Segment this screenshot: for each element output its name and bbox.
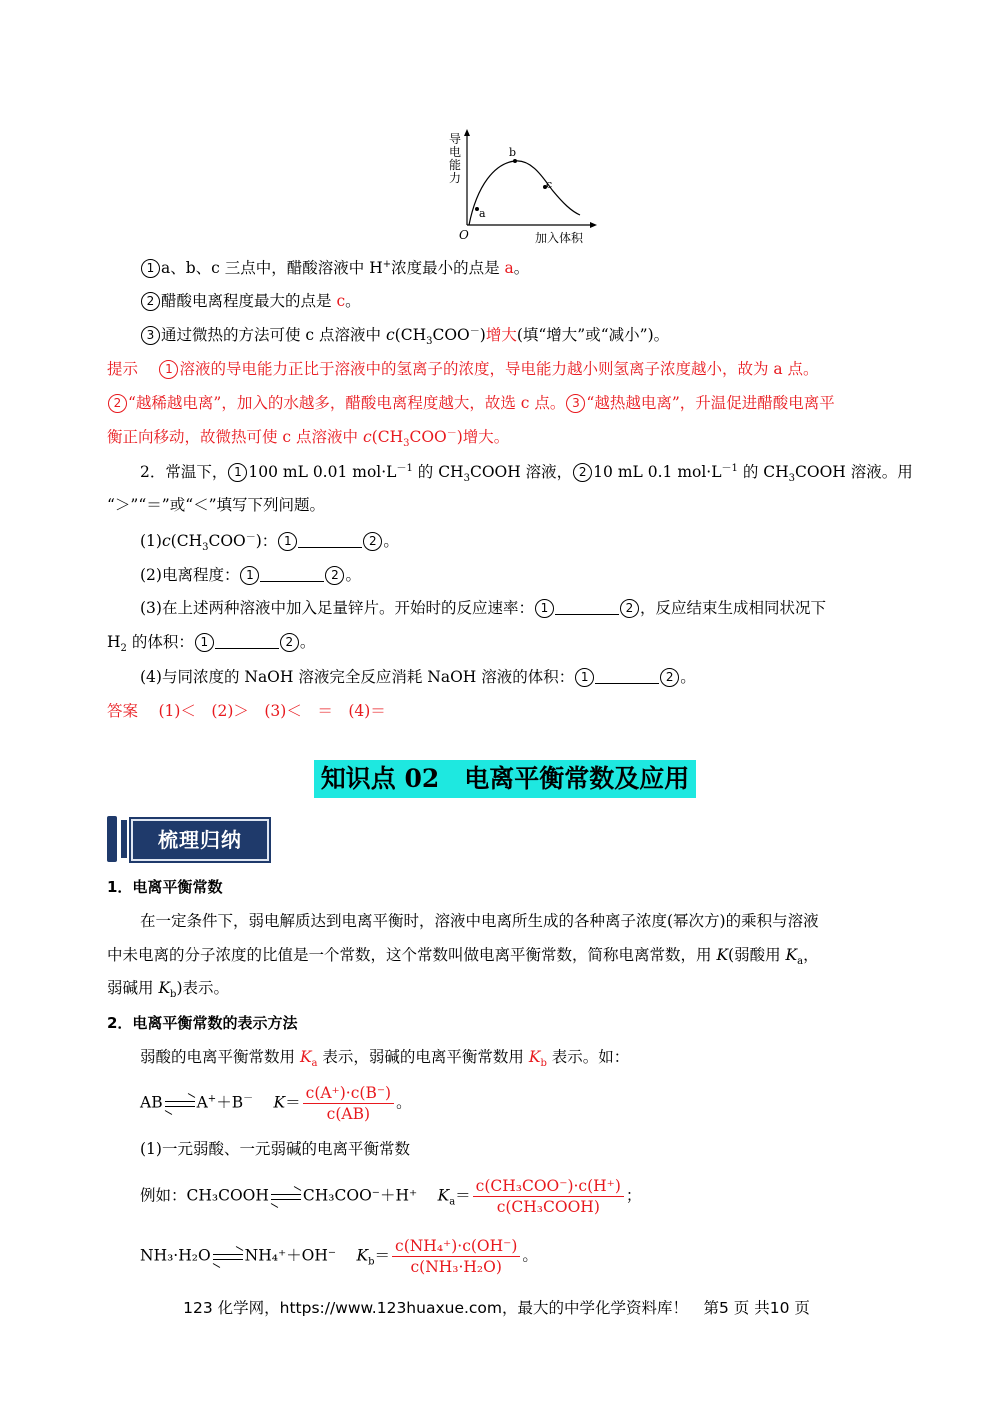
para-2: 弱酸的电离平衡常数用 $K_a$ 表示，弱碱的电离平衡常数用 $K_b$ 表示。如： xyxy=(140,1048,630,1070)
page-footer: 123 化学网，https://www.123huaxue.com，最大的中学化学资料库！ 第5 页 共10 页 xyxy=(183,1299,810,1317)
y-axis-label-4: 力 xyxy=(449,171,462,185)
hint-line-3: 衡正向移动，故微热可使 c 点溶液中 $c(CH_3COO^-)$增大。 xyxy=(107,427,510,450)
para-1-line-3: 弱碱用 $K_b$)表示。 xyxy=(107,979,229,1001)
heading-1: 1．电离平衡常数 xyxy=(107,878,223,896)
q2-sub-4: (4)与同浓度的 NaOH 溶液完全反应消耗 NaOH 溶液的体积： 1 2 。 xyxy=(140,668,696,686)
circled-2-icon: 2 xyxy=(141,292,160,311)
circled-1-icon: 1 xyxy=(141,259,160,278)
point-c-label: c xyxy=(546,178,553,191)
subheading-1: (1)一元弱酸、一元弱碱的电离平衡常数 xyxy=(140,1140,410,1158)
circled-3-icon: 3 xyxy=(141,326,160,345)
hint-line-2: 2 “越稀越电离”，加入的水越多，醋酸电离程度越大，故选 c 点。 3 “越热越电离”，升温促进醋酸电离平 xyxy=(107,392,835,414)
q1-line-3: 3 通过微热的方法可使 c 点溶液中 $c(CH_3COO^-)$增大(填“增大”或“减小”)。 xyxy=(140,324,669,346)
conductivity-graph xyxy=(445,125,605,247)
q2-intro-1: 2．常温下， 1 100 mL 0.01 $mol\cdot L^{-1}$ 的 $CH_3COOH$ 溶液， 2 10 mL 0.1 $mol\cdot L^{-1}$ 的 $CH_3COOH$ 溶液。用 xyxy=(140,462,913,485)
answer-blank[interactable] xyxy=(555,598,619,615)
section-title: 知识点 02 电离平衡常数及应用 xyxy=(314,760,696,798)
q2-intro-2: “＞”“＝”或“＜”填写下列问题。 xyxy=(107,496,326,514)
answer-blank[interactable] xyxy=(215,632,279,649)
q1-line-1: 1 a、b、c 三点中，醋酸溶液中 H+浓度最小的点是 a。 xyxy=(140,257,529,279)
para-1-line-1: 在一定条件下，弱电解质达到电离平衡时，溶液中电离所生成的各种离子浓度(幂次方)的乘积与溶液 xyxy=(140,912,819,930)
hint-label: 提示 xyxy=(107,360,139,378)
y-axis-label-3: 能 xyxy=(449,158,462,172)
answer-increase: 增大 xyxy=(485,326,517,344)
answer-blank[interactable] xyxy=(260,565,324,582)
hint-line-1: 提示 1 溶液的导电能力正比于溶液中的氢离子的浓度，导电能力越小则氢离子浓度越小，故为 a 点。 xyxy=(107,360,819,378)
answer-blank[interactable] xyxy=(595,667,659,684)
answer-c: c xyxy=(336,292,346,310)
y-axis-label-2: 电 xyxy=(449,145,462,159)
q2-sub-1: $(1)c(CH_3COO^-)$： 1 2 。 xyxy=(140,531,399,554)
summary-tag-label: 梳理归纳 xyxy=(131,819,269,861)
equation-3: NH₃·H₂O NH₄⁺＋OH⁻ $K_b=$ $\frac{\text{c(NH₄⁺)·c(OH⁻)}}{\text{c(NH₃·H₂O)}}$ 。 xyxy=(140,1237,538,1276)
q2-sub-3b: $H_2$ 的体积： 1 2 。 xyxy=(107,633,316,655)
equation-1: AB A+＋B－ K＝ $\frac{c(A^+)\cdot c(B^-)}{c(AB)}$ 。 xyxy=(140,1084,412,1123)
heading-2: 2．电离平衡常数的表示方法 xyxy=(107,1014,298,1032)
q2-answer: 答案 (1)＜ (2)＞ (3)＜ ＝ (4)＝ xyxy=(107,702,386,720)
point-a-label: a xyxy=(479,207,486,220)
q1-line-2: 2 醋酸电离程度最大的点是 c。 xyxy=(140,290,361,312)
point-b-label: b xyxy=(509,146,517,159)
answer-a: a xyxy=(504,259,514,277)
equation-2: 例如：CH₃COOH CH₃COO⁻＋H⁺ $K_a=$ $\frac{\text{c(CH₃COO⁻)·c(H⁺)}}{\text{c(CH₃COOH)}}$ ； xyxy=(140,1177,642,1216)
q2-sub-2: (2)电离程度： 1 2 。 xyxy=(140,566,361,584)
para-1-line-2: 中未电离的分子浓度的比值是一个常数，这个常数叫做电离平衡常数，简称电离常数，用 K(弱酸用 $K_a$， xyxy=(107,946,819,968)
y-axis-label-1: 导 xyxy=(449,132,462,146)
x-axis-label: 加入体积 xyxy=(535,231,584,245)
answer-blank[interactable] xyxy=(298,531,362,548)
q2-sub-3: (3)在上述两种溶液中加入足量锌片。开始时的反应速率： 1 2 ，反应结束生成相同状况下 xyxy=(140,599,826,617)
origin-label: O xyxy=(459,228,469,242)
summary-tag xyxy=(107,816,265,862)
